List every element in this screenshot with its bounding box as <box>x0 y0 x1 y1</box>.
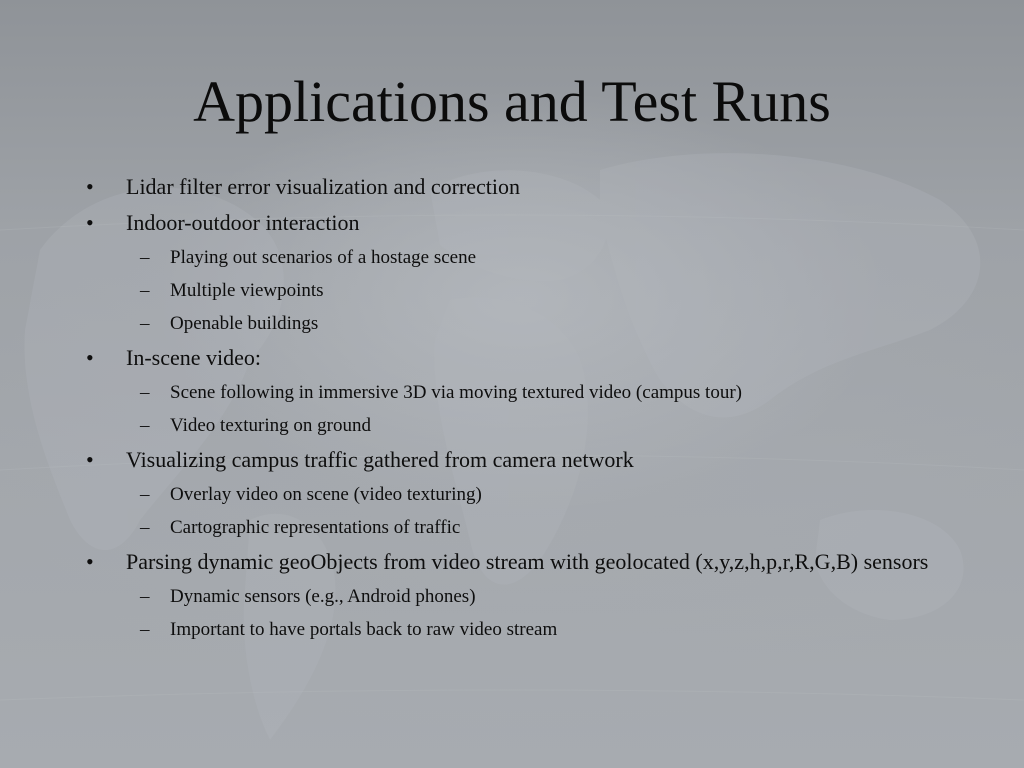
slide-title: Applications and Test Runs <box>193 69 831 134</box>
dash-glyph: – <box>140 382 150 403</box>
dash-glyph: – <box>140 313 150 334</box>
dash-glyph: – <box>140 484 150 505</box>
bullet-glyph: • <box>86 210 94 235</box>
sub-bullet-item <box>84 311 964 337</box>
sub-bullet-text: Playing out scenarios of a hostage scene <box>170 247 477 268</box>
bullet-item <box>84 547 964 577</box>
bullet-item <box>84 343 964 373</box>
sub-bullet-text: Openable buildings <box>170 313 319 334</box>
dash-glyph: – <box>140 586 150 607</box>
bullet-text: Indoor-outdoor interaction <box>126 210 360 235</box>
sub-bullet-item <box>84 617 964 643</box>
dash-glyph: – <box>140 280 150 301</box>
sub-bullet-item <box>84 515 964 541</box>
bullet-glyph: • <box>86 345 94 370</box>
sub-bullet-item <box>84 413 964 439</box>
sub-bullet-text: Scene following in immersive 3D via moving textured video (campus tour) <box>170 382 742 403</box>
bullet-glyph: • <box>86 549 94 574</box>
sub-bullet-text: Important to have portals back to raw video stream <box>170 619 558 640</box>
sub-bullet-text: Multiple viewpoints <box>170 280 324 301</box>
bullet-text: In-scene video: <box>126 345 261 370</box>
bullet-glyph: • <box>86 447 94 472</box>
sub-bullet-text: Video texturing on ground <box>170 415 371 436</box>
sub-bullet-item <box>84 482 964 508</box>
dash-glyph: – <box>140 247 150 268</box>
sub-bullet-item <box>84 584 964 610</box>
sub-bullet-item <box>84 278 964 304</box>
sub-bullet-text: Overlay video on scene (video texturing) <box>170 484 482 505</box>
bullet-item <box>84 208 964 238</box>
dash-glyph: – <box>140 619 150 640</box>
bullet-list <box>84 166 964 643</box>
sub-bullet-item <box>84 380 964 406</box>
bullet-item <box>84 445 964 475</box>
sub-bullet-text: Cartographic representations of traffic <box>170 517 461 538</box>
sub-bullet-text: Dynamic sensors (e.g., Android phones) <box>170 586 476 607</box>
bullet-glyph: • <box>86 174 94 199</box>
dash-glyph: – <box>140 415 150 436</box>
bullet-text: Visualizing campus traffic gathered from camera network <box>126 447 634 472</box>
dash-glyph: – <box>140 517 150 538</box>
bullet-item <box>84 172 964 202</box>
sub-bullet-item <box>84 245 964 271</box>
bullet-text: Lidar filter error visualization and correction <box>126 174 520 199</box>
bullet-text: Parsing dynamic geoObjects from video stream with geolocated (x,y,z,h,p,r,R,G,B) sensors <box>126 549 929 574</box>
